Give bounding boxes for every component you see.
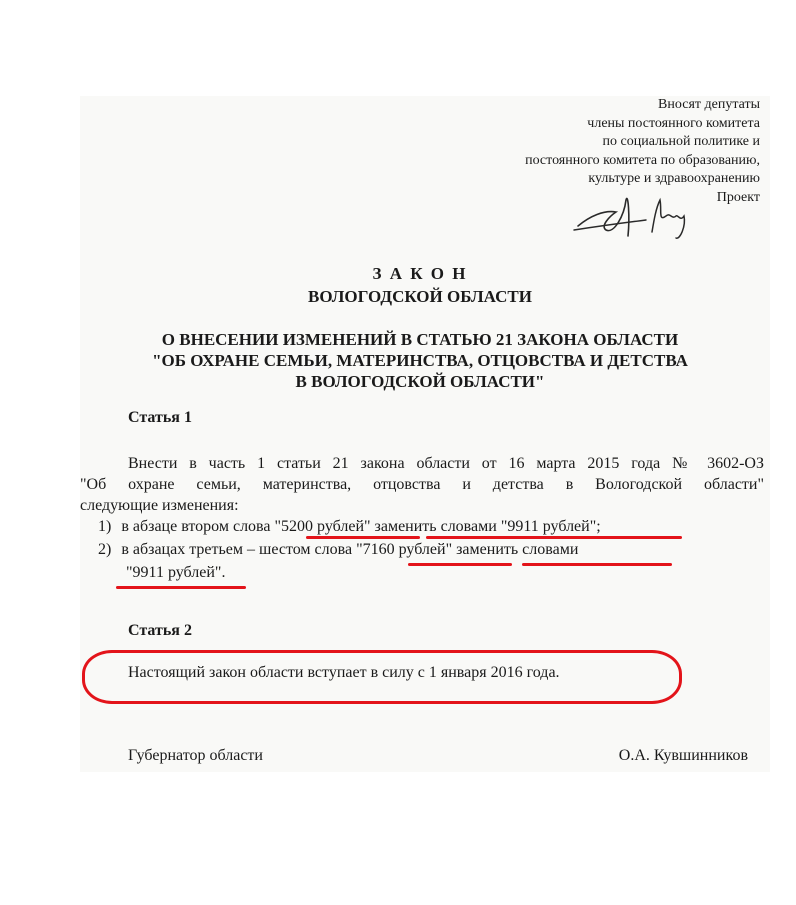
underline-9911-second — [116, 586, 246, 589]
article-1-heading: Статья 1 — [128, 409, 192, 426]
item-1-old-value: "5200 рублей" — [274, 518, 371, 535]
draft-label: Проект — [716, 189, 760, 205]
region-title: ВОЛОГОДСКОЙ ОБЛАСТИ — [308, 287, 532, 306]
article-2-heading: Статья 2 — [128, 622, 192, 639]
governor-label: Губернатор области — [128, 747, 263, 764]
underline-replace-words — [522, 563, 672, 566]
article-1-intro-line-3: следующие изменения: — [80, 497, 239, 514]
item-1-mid: заменить словами — [370, 518, 501, 535]
item-2-number: 2) — [98, 541, 112, 558]
authors-line-4: постоянного комитета по образованию, — [525, 152, 760, 168]
item-2-continuation — [126, 564, 225, 582]
authors-line-2: члены постоянного комитета — [587, 115, 760, 131]
subtitle-line-2: "ОБ ОХРАНЕ СЕМЬИ, МАТЕРИНСТВА, ОТЦОВСТВА И ДЕТСТВА — [152, 351, 688, 370]
article-2-text: Настоящий закон области вступает в силу с 1 января 2016 года. — [128, 664, 560, 681]
item-1-pre: в абзаце втором слова — [121, 518, 275, 535]
item-1 — [98, 518, 601, 536]
authors-line-3: по социальной политике и — [602, 134, 760, 149]
item-2-old-value: "7160 рублей" — [356, 541, 453, 558]
item-2-new-value: "9911 рублей" — [126, 564, 222, 581]
authors-line-5: культуре и здравоохранению — [588, 171, 760, 186]
underline-replace-9911 — [426, 536, 682, 539]
underline-5200 — [306, 536, 420, 539]
item-1-end: ; — [596, 518, 601, 535]
item-2-end: . — [221, 564, 226, 581]
item-2-pre: в абзацах третьем – шестом слова — [121, 541, 357, 558]
subtitle-line-3: В ВОЛОГОДСКОЙ ОБЛАСТИ" — [295, 372, 545, 391]
subtitle-line-1: О ВНЕСЕНИИ ИЗМЕНЕНИЙ В СТАТЬЮ 21 ЗАКОНА ОБЛАСТИ — [161, 330, 679, 349]
item-1-new-value: "9911 рублей" — [500, 518, 597, 535]
item-1-number: 1) — [98, 518, 112, 535]
item-2 — [98, 541, 578, 559]
governor-name: О.А. Кувшинников — [618, 747, 748, 764]
signature-image — [570, 186, 710, 246]
item-2-mid: заменить словами — [452, 541, 579, 558]
law-title: З А К О Н — [372, 264, 468, 283]
article-1-intro-line-2: "Об охране семьи, материнства, отцовства и детства в Вологодской области" — [80, 476, 764, 493]
authors-line-1: Вносят депутаты — [658, 97, 760, 112]
article-1-intro-line-1: Внести в часть 1 статьи 21 закона области от 16 марта 2015 года № 3602-ОЗ — [128, 455, 764, 472]
underline-7160 — [408, 563, 512, 566]
